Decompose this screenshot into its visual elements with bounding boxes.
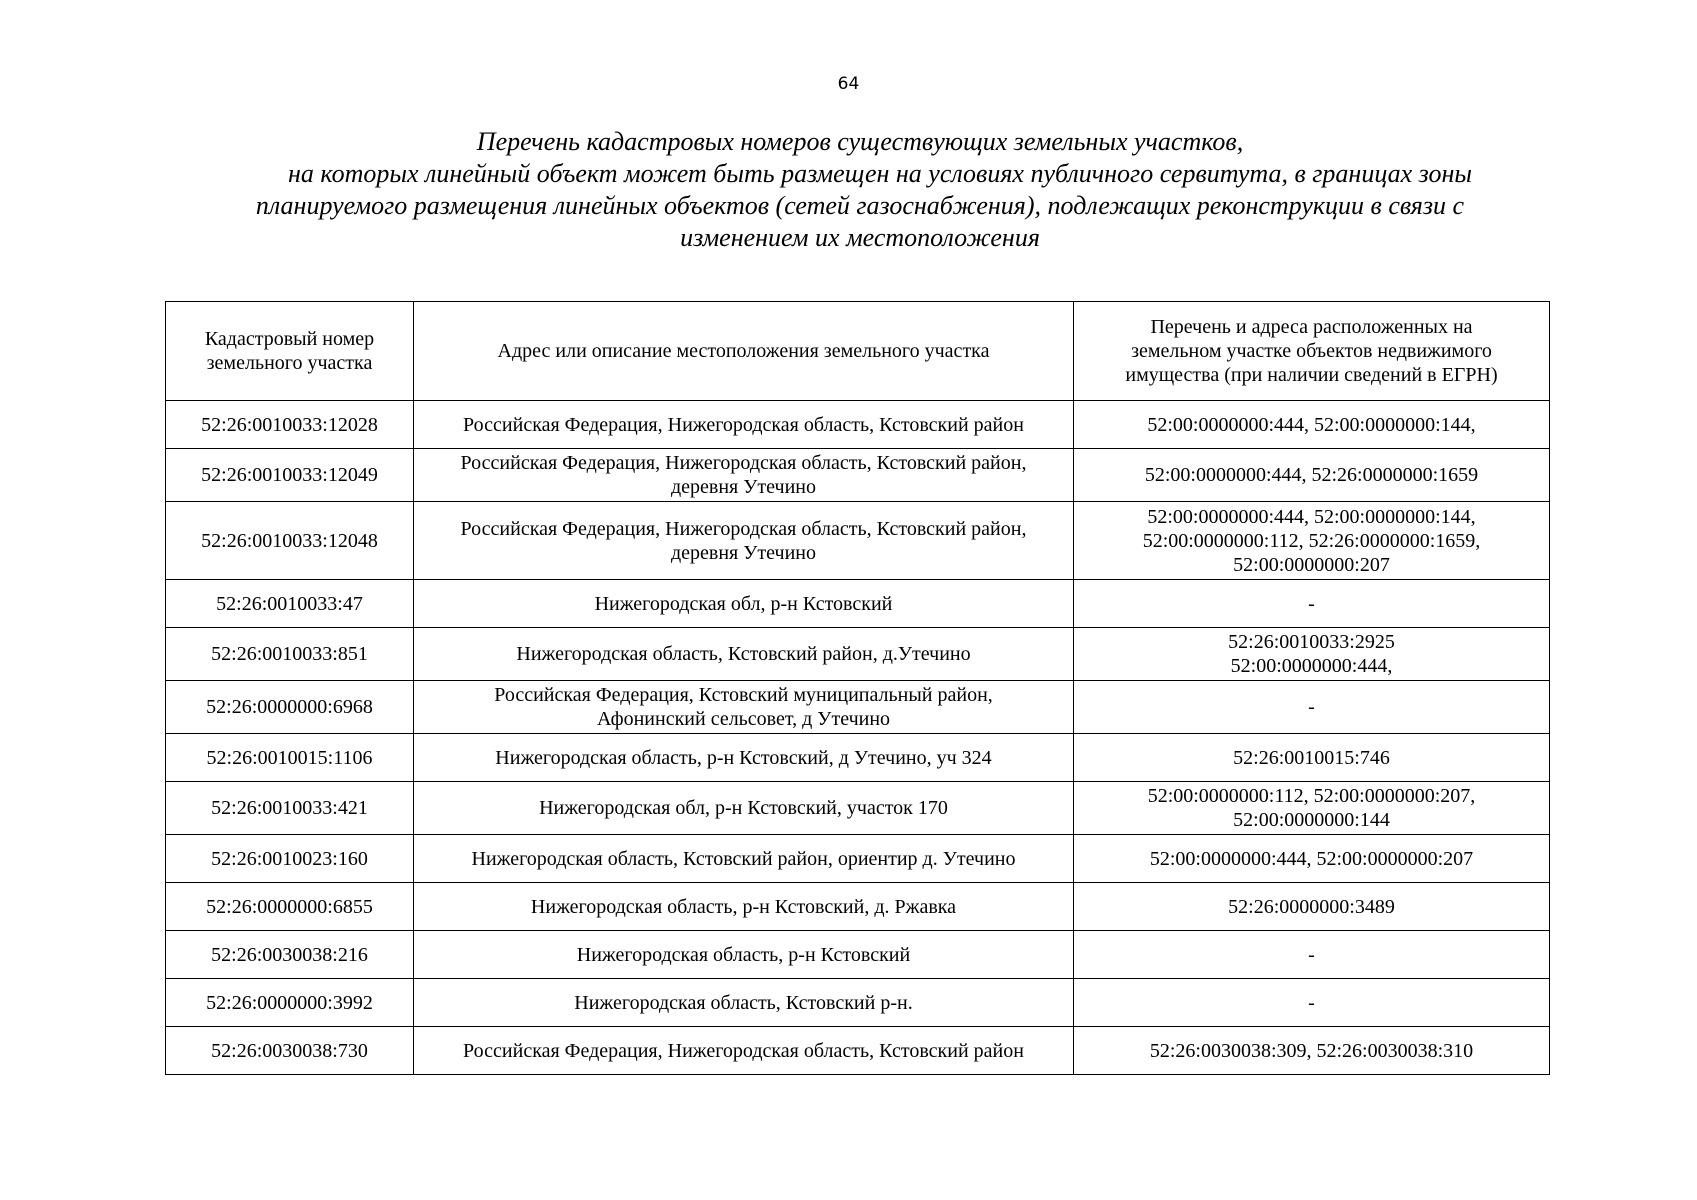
address-line: Российская Федерация, Нижегородская область, Кстовский район, bbox=[460, 452, 1027, 474]
table-row bbox=[166, 580, 1550, 628]
cell-cadastral-number: 52:26:0030038:730 bbox=[166, 1027, 414, 1075]
address-line: Российская Федерация, Кстовский муниципальный район, bbox=[494, 684, 993, 706]
cell-cadastral-number: 52:26:0000000:6968 bbox=[166, 681, 414, 734]
cell-objects bbox=[1074, 401, 1550, 449]
object-line: 52:26:0010033:2925 bbox=[1228, 631, 1395, 653]
address-line: Нижегородская область, р-н Кстовский bbox=[576, 943, 911, 966]
header-objects bbox=[1074, 302, 1550, 401]
table-row bbox=[166, 835, 1550, 883]
title-line: Перечень кадастровых номеров существующих земельных участков, bbox=[476, 127, 1244, 156]
header-text: Кадастровый номер bbox=[204, 328, 375, 350]
cell-cadastral-number: 52:26:0000000:6855 bbox=[166, 883, 414, 931]
header-text: имущества (при наличии сведений в ЕГРН) bbox=[1125, 364, 1498, 386]
cell-cadastral-number: 52:26:0010033:421 bbox=[166, 782, 414, 835]
table-row bbox=[166, 734, 1550, 782]
header-text: Перечень и адреса расположенных на bbox=[1150, 316, 1473, 338]
address-line: Нижегородская область, Кстовский район, д.Утечино bbox=[516, 643, 971, 665]
cell-objects bbox=[1074, 681, 1550, 734]
object-line: - bbox=[1308, 592, 1315, 615]
cell-address bbox=[414, 1027, 1074, 1075]
object-line: 52:00:0000000:112, 52:00:0000000:207, bbox=[1147, 785, 1476, 807]
cell-cadastral-number: 52:26:0010023:160 bbox=[166, 835, 414, 883]
table-row bbox=[166, 681, 1550, 734]
object-line: 52:00:0000000:444, 52:00:0000000:144, bbox=[1147, 505, 1476, 528]
object-line: - bbox=[1308, 943, 1315, 966]
table-row bbox=[166, 401, 1550, 449]
object-line: 52:00:0000000:444, 52:00:0000000:207 bbox=[1149, 847, 1474, 870]
address-line: Нижегородская обл, р-н Кстовский bbox=[594, 592, 893, 615]
cell-cadastral-number: 52:26:0010033:12028 bbox=[166, 401, 414, 449]
cell-objects bbox=[1074, 734, 1550, 782]
cell-address bbox=[414, 628, 1074, 681]
title-line: на которых линейный объект может быть размещен на условиях публичного сервитута, в границах зоны bbox=[288, 159, 1472, 188]
cell-cadastral-number: 52:26:0010033:12049 bbox=[166, 449, 414, 502]
cell-objects bbox=[1074, 1027, 1550, 1075]
table-row bbox=[166, 502, 1550, 580]
table-row bbox=[166, 1027, 1550, 1075]
header-address bbox=[414, 302, 1074, 401]
cell-cadastral-number: 52:26:0030038:216 bbox=[166, 931, 414, 979]
cell-objects bbox=[1074, 835, 1550, 883]
address-line: деревня Утечино bbox=[670, 476, 817, 498]
table-header-row bbox=[166, 302, 1550, 401]
cell-address bbox=[414, 835, 1074, 883]
address-line: Нижегородская область, р-н Кстовский, д. Ржавка bbox=[530, 895, 957, 918]
page-number: 64 bbox=[837, 74, 860, 94]
table-body bbox=[166, 401, 1550, 1075]
cell-address bbox=[414, 979, 1074, 1027]
object-line: 52:00:0000000:207 bbox=[1233, 553, 1390, 576]
table-row bbox=[166, 931, 1550, 979]
cell-address bbox=[414, 580, 1074, 628]
address-line: Нижегородская область, Кстовский район, ориентир д. Утечино bbox=[471, 847, 1016, 870]
cell-objects bbox=[1074, 502, 1550, 580]
object-line: 52:00:0000000:444, 52:26:0000000:1659 bbox=[1144, 464, 1479, 486]
address-line: Афонинский сельсовет, д Утечино bbox=[596, 708, 891, 730]
object-line: 52:26:0000000:3489 bbox=[1228, 895, 1395, 918]
table-row bbox=[166, 979, 1550, 1027]
address-line: Нижегородская область, р-н Кстовский, д Утечино, уч 324 bbox=[495, 746, 992, 769]
document-title bbox=[180, 126, 1540, 254]
table-row bbox=[166, 628, 1550, 681]
cell-cadastral-number: 52:26:0000000:3992 bbox=[166, 979, 414, 1027]
object-line: 52:00:0000000:144 bbox=[1233, 809, 1390, 831]
cell-address bbox=[414, 782, 1074, 835]
cell-address bbox=[414, 401, 1074, 449]
header-text: земельном участке объектов недвижимого bbox=[1131, 340, 1492, 362]
cell-address bbox=[414, 681, 1074, 734]
cell-objects bbox=[1074, 628, 1550, 681]
cell-address bbox=[414, 502, 1074, 580]
object-line: 52:26:0010015:746 bbox=[1233, 746, 1390, 769]
cell-address bbox=[414, 883, 1074, 931]
address-line: Нижегородская обл, р-н Кстовский, участок 170 bbox=[539, 797, 948, 819]
cell-objects bbox=[1074, 883, 1550, 931]
cell-cadastral-number: 52:26:0010033:12048 bbox=[166, 502, 414, 580]
cell-objects bbox=[1074, 449, 1550, 502]
cell-objects bbox=[1074, 979, 1550, 1027]
address-line: Российская Федерация, Нижегородская область, Кстовский район bbox=[463, 1039, 1024, 1062]
cell-objects bbox=[1074, 782, 1550, 835]
table-row bbox=[166, 782, 1550, 835]
cell-cadastral-number: 52:26:0010033:851 bbox=[166, 628, 414, 681]
cell-objects bbox=[1074, 580, 1550, 628]
cell-address bbox=[414, 931, 1074, 979]
object-line: 52:00:0000000:444, bbox=[1230, 655, 1393, 677]
address-line: Российская Федерация, Нижегородская область, Кстовский район bbox=[463, 413, 1024, 436]
address-line: Российская Федерация, Нижегородская область, Кстовский район, bbox=[460, 517, 1027, 540]
cell-address bbox=[414, 734, 1074, 782]
header-text: Адрес или описание местоположения земельного участка bbox=[497, 340, 990, 362]
object-line: - bbox=[1308, 696, 1315, 718]
cell-objects bbox=[1074, 931, 1550, 979]
cell-address bbox=[414, 449, 1074, 502]
title-line: изменением их местоположения bbox=[680, 223, 1040, 252]
table-row bbox=[166, 883, 1550, 931]
object-line: 52:00:0000000:112, 52:26:0000000:1659, bbox=[1142, 529, 1481, 552]
title-line: планируемого размещения линейных объектов (сетей газоснабжения), подлежащих реконструкции в связи с bbox=[255, 191, 1465, 220]
object-line: 52:00:0000000:444, 52:00:0000000:144, bbox=[1147, 413, 1476, 436]
object-line: - bbox=[1308, 991, 1315, 1014]
header-cadastral-number bbox=[166, 302, 414, 401]
cell-cadastral-number: 52:26:0010033:47 bbox=[166, 580, 414, 628]
cell-cadastral-number: 52:26:0010015:1106 bbox=[166, 734, 414, 782]
object-line: 52:26:0030038:309, 52:26:0030038:310 bbox=[1149, 1039, 1474, 1062]
address-line: Нижегородская область, Кстовский р-н. bbox=[574, 991, 913, 1014]
header-text: земельного участка bbox=[206, 352, 373, 374]
cadastral-table bbox=[165, 301, 1550, 1075]
table-row bbox=[166, 449, 1550, 502]
cadastral-table-container bbox=[165, 301, 1550, 1075]
address-line: деревня Утечино bbox=[670, 541, 817, 564]
